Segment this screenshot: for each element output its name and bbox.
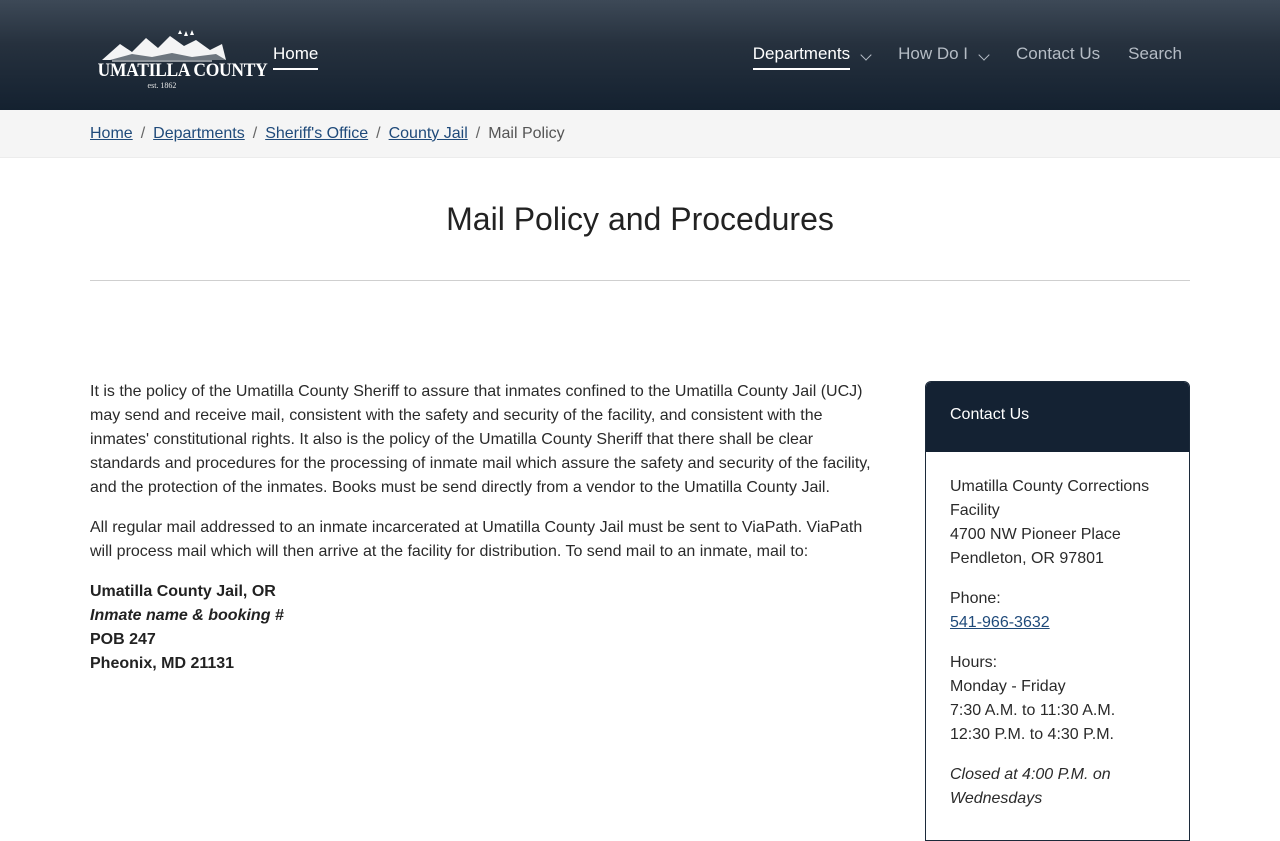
chevron-down-icon	[978, 49, 989, 60]
nav-search-label: Search	[1128, 44, 1182, 63]
chevron-down-icon	[860, 49, 871, 60]
mailing-address	[90, 580, 880, 676]
county-logo[interactable]	[92, 30, 268, 92]
breadcrumb	[0, 110, 1280, 158]
breadcrumb-separator: /	[252, 124, 258, 142]
address-line: Umatilla County Jail, OR	[90, 583, 276, 600]
closure-note-line: Closed at 4:00 P.M. on	[950, 766, 1111, 783]
phone-link[interactable]: 541-966-3632	[950, 614, 1050, 631]
hours-block	[950, 651, 1165, 747]
hours-label: Hours:	[950, 654, 998, 671]
nav-how-do-i[interactable]	[898, 44, 988, 70]
instructions-paragraph: All regular mail addressed to an inmate incarcerated at Umatilla County Jail must be sent to ViaPath. ViaPath will process mail which will then arrive at the facility for distribution. To send mail to an inmate, mail to:	[90, 519, 863, 560]
facility-street: 4700 NW Pioneer Place	[950, 526, 1121, 543]
breadcrumb-home[interactable]: Home	[90, 124, 133, 142]
site-header	[0, 0, 1280, 110]
logo-wordmark: UMATILLA COUNTY	[97, 60, 268, 81]
nav-departments-label: Departments	[753, 44, 850, 70]
breadcrumb-departments[interactable]: Departments	[153, 124, 245, 142]
phone-block	[950, 587, 1165, 635]
facility-address	[950, 475, 1165, 571]
sidebar-body	[926, 452, 1189, 811]
address-line: Inmate name & booking #	[90, 607, 284, 624]
hours-afternoon: 12:30 P.M. to 4:30 P.M.	[950, 726, 1114, 743]
breadcrumb-county-jail[interactable]: County Jail	[388, 124, 468, 142]
nav-contact-us[interactable]	[1016, 44, 1100, 70]
nav-departments[interactable]	[753, 44, 870, 70]
policy-paragraph: It is the policy of the Umatilla County Sheriff to assure that inmates confined to the Umatilla County Jail (UCJ) may send and receive mail, consistent with the safety and security of the facility, and consistent with the inmates' constitutional rights. It also is the policy of the Umatilla County Sheriff that there shall be clear standards and procedures for the processing of inmate mail which assure the safety and security of the facility, and the protection of the inmates. Books must be send directly from a vendor to the Umatilla County Jail.	[90, 383, 871, 496]
address-line: POB 247	[90, 631, 156, 648]
title-divider	[90, 280, 1190, 281]
closure-note-line: Wednesdays	[950, 790, 1043, 807]
nav-search[interactable]	[1128, 44, 1182, 70]
breadcrumb-separator: /	[376, 124, 381, 142]
breadcrumb-sheriffs-office[interactable]: Sheriff's Office	[265, 124, 369, 142]
logo-established: est. 1862	[147, 81, 177, 90]
hours-morning: 7:30 A.M. to 11:30 A.M.	[950, 702, 1116, 719]
breadcrumb-current: Mail Policy	[488, 124, 565, 142]
facility-city: Pendleton, OR 97801	[950, 550, 1104, 567]
nav-contact-us-label: Contact Us	[1016, 44, 1101, 63]
contact-sidebar	[925, 381, 1190, 841]
nav-home[interactable]: Home	[273, 44, 318, 70]
sidebar-title: Contact Us	[926, 382, 1189, 452]
main-content	[90, 380, 880, 676]
hours-days: Monday - Friday	[950, 678, 1066, 695]
breadcrumb-separator: /	[475, 124, 481, 142]
mountain-landscape-icon	[92, 30, 232, 62]
page-title: Mail Policy and Procedures	[446, 201, 834, 237]
facility-name-cont: Facility	[950, 502, 1000, 519]
facility-name: Umatilla County Corrections	[950, 478, 1150, 495]
closure-note	[950, 763, 1165, 811]
nav-how-do-i-label: How Do I	[898, 44, 969, 63]
breadcrumb-separator: /	[140, 124, 146, 142]
main-nav	[725, 44, 1182, 70]
address-line: Pheonix, MD 21131	[90, 655, 235, 672]
phone-label: Phone:	[950, 590, 1001, 607]
